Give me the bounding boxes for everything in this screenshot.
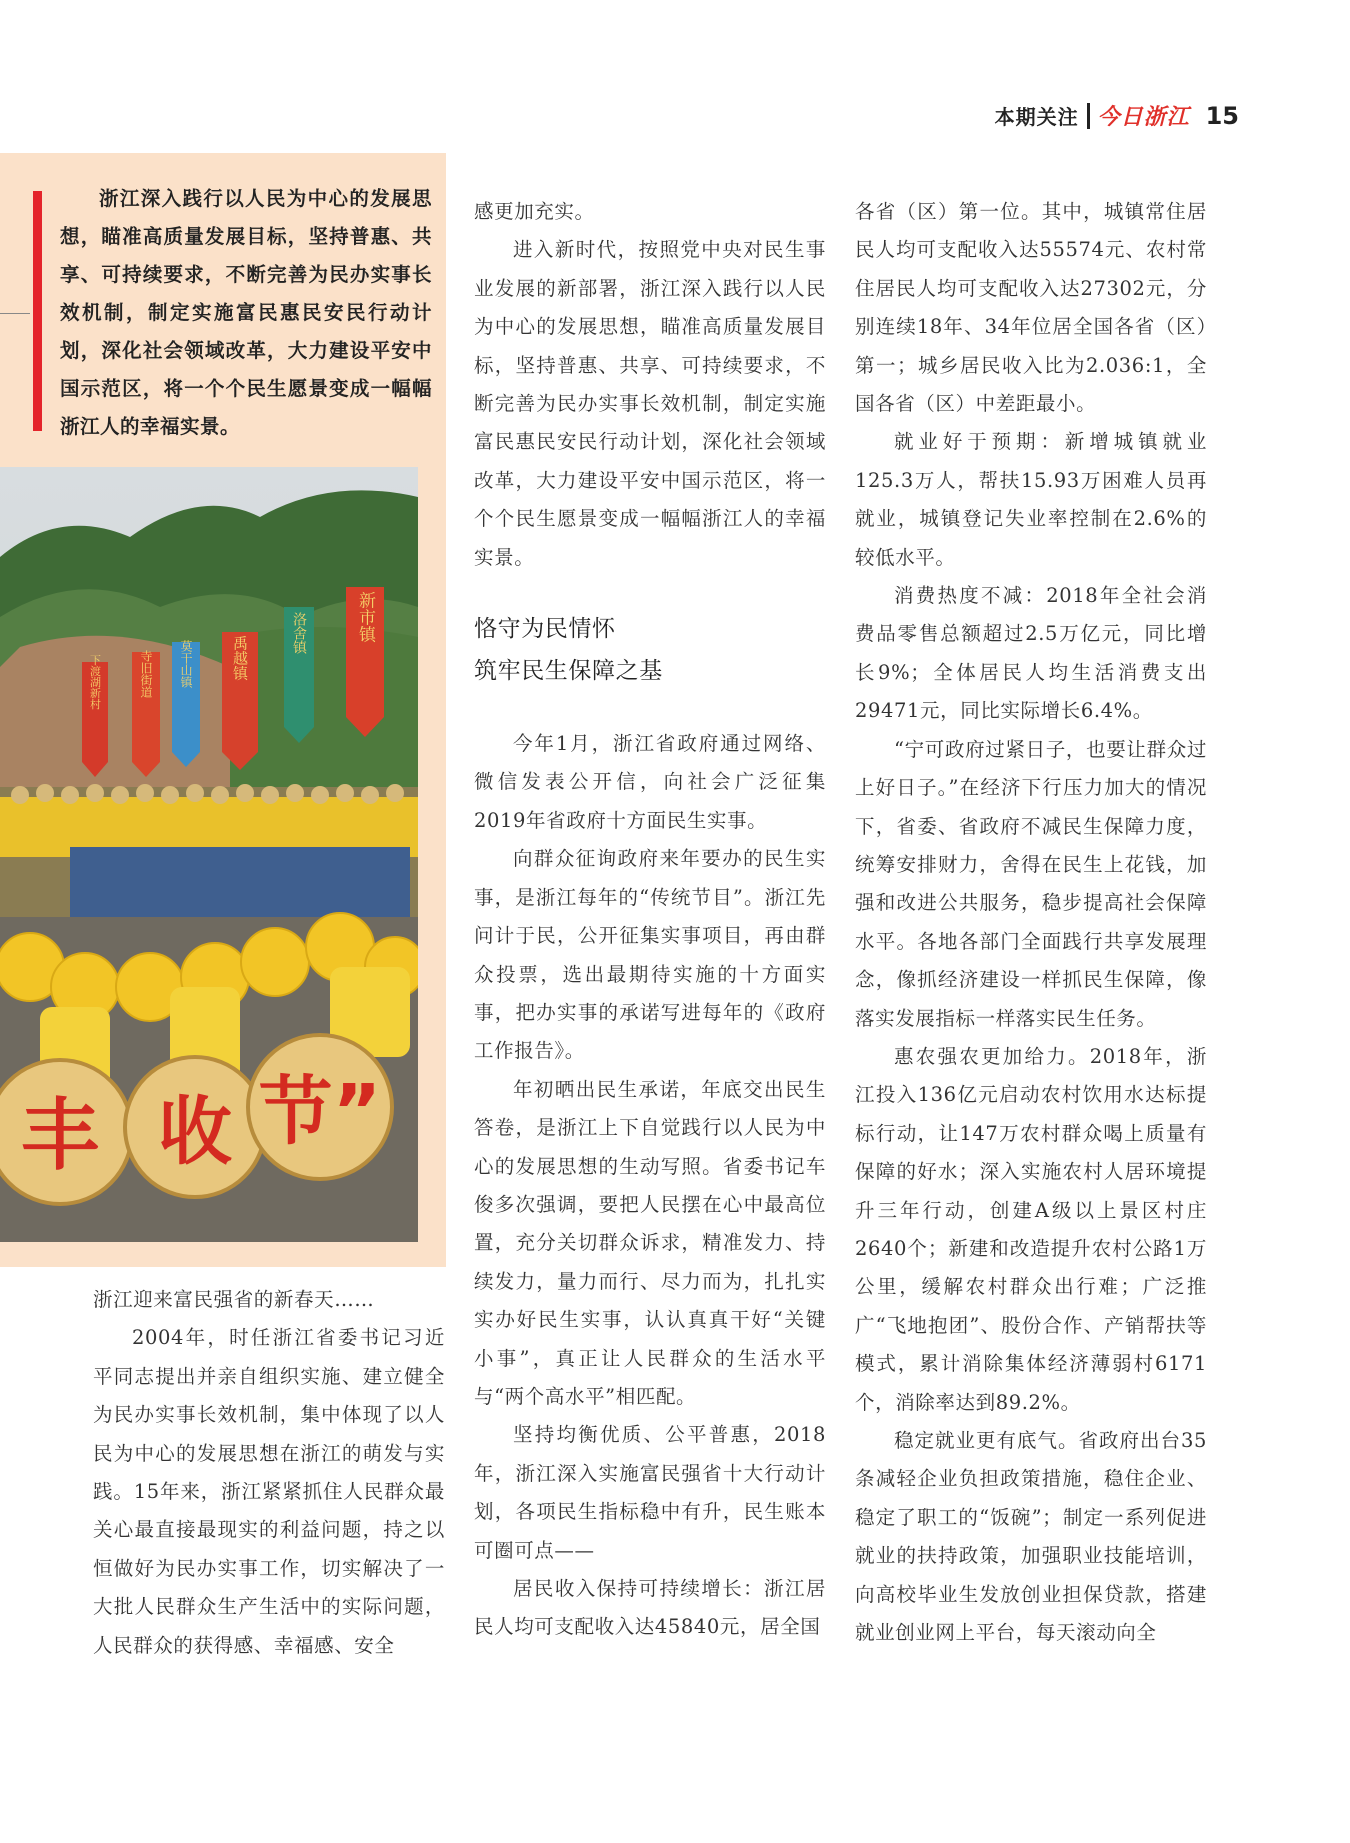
fan-character: 丰 (20, 1091, 100, 1181)
banner-text: 新市镇 (355, 591, 375, 643)
divider-line (0, 313, 30, 314)
article-column-1 (93, 1281, 445, 1665)
paragraph: 年初晒出民生承诺，年底交出民生答卷，是浙江上下自觉践行以人民为中心的发展思想的生动写照。省委书记车俊多次强调，要把人民摆在心中最高位置，充分关切群众诉求，精准发力、持续发力，量力而行、尽力而为，扎扎实实办好民生实事，认认真真干好“关键小事”，真正让人民群众的生活水平与“两个高水平”相匹配。 (474, 1077, 826, 1408)
article-column-3 (855, 193, 1207, 1652)
banner-text: 禹越镇 (231, 635, 249, 681)
paragraph: 今年1月，浙江省政府通过网络、微信发表公开信，向社会广泛征集2019年省政府十方面民生实事。 (474, 732, 826, 832)
pull-quote: 浙江深入践行以人民为中心的发展思想，瞄准高质量发展目标，坚持普惠、共享、可持续要求，不断完善为民办实事长效机制，制定实施富民惠民安民行动计划，深化社会领域改革，大力建设平安中国示范区，将一个个民生愿景变成一幅幅浙江人的幸福实景。 (60, 187, 432, 438)
article-column-2 (474, 193, 826, 1647)
paragraph: 就业好于预期：新增城镇就业125.3万人，帮扶15.93万困难人员再就业，城镇登记失业率控制在2.6%的较低水平。 (855, 430, 1207, 569)
paragraph: 消费热度不减：2018年全社会消费品零售总额超过2.5万亿元，同比增长9%；全体居民人均生活消费支出29471元，同比实际增长6.4%。 (855, 584, 1207, 723)
paragraph: 向群众征询政府来年要办的民生实事，是浙江每年的“传统节目”。浙江先问计于民，公开征集实事项目，再由群众投票，选出最期待实施的十方面实事，把办实事的承诺写进每年的《政府工作报告》。 (474, 847, 826, 1063)
paragraph: 2004年，时任浙江省委书记习近平同志提出并亲自组织实施、建立健全为民办实事长效机制，集中体现了以人民为中心的发展思想在浙江的萌发与实践。15年来，浙江紧紧抓住人民群众最关心最直接最现实的利益问题，持之以恒做好为民办实事工作，切实解决了一大批人民群众生产生活中的实际问题，人民群众的获得感、幸福感、安全 (93, 1326, 445, 1657)
paragraph: “宁可政府过紧日子，也要让群众过上好日子。”在经济下行压力加大的情况下，省委、省政府不减民生保障力度，统筹安排财力，舍得在民生上花钱，加强和改进公共服务，稳步提高社会保障水平。各地各部门全面践行共享发展理念，像抓经济建设一样抓民生保障，像落实发展指标一样落实民生任务。 (855, 737, 1207, 1030)
fan-character: 收 (158, 1089, 232, 1175)
fan-character: 节” (258, 1069, 382, 1155)
paragraph: 惠农强农更加给力。2018年，浙江投入136亿元启动农村饮用水达标提标行动，让147万农村群众喝上质量有保障的好水；深入实施农村人居环境提升三年行动，创建A级以上景区村庄2640个；新建和改造提升农村公路1万公里，缓解农村群众出行难；广泛推广“飞地抱团”、股份合作、产销帮扶等模式，累计消除集体经济薄弱村6171个，消除率达到89.2%。 (855, 1044, 1207, 1414)
banner-text: 下渡湖新村 (88, 654, 102, 710)
magazine-logo: 今日浙江 (1097, 104, 1190, 130)
subheading-line-2: 筑牢民生保障之基 (474, 658, 663, 685)
festival-photo (0, 467, 418, 1242)
banner-text: 寺旧街道 (139, 650, 153, 698)
page-header (995, 100, 1239, 131)
paragraph: 居民收入保持可持续增长：浙江居民人均可支配收入达45840元，居全国 (474, 1577, 826, 1639)
section-label: 本期关注 (994, 105, 1079, 129)
subheading-line-1: 恪守为民情怀 (474, 616, 616, 643)
banner-text: 莫干山镇 (179, 640, 193, 688)
paragraph: 各省（区）第一位。其中，城镇常住居民人均可支配收入达55574元、农村常住居民人均可支配收入达27302元，分别连续18年、34年位居全国各省（区）第一；城乡居民收入比为2.036:1，全国各省（区）中差距最小。 (855, 200, 1207, 416)
banner-text: 洛舍镇 (291, 612, 307, 654)
quote-accent-bar (33, 191, 42, 431)
page-number: 15 (1205, 101, 1239, 130)
paragraph: 浙江迎来富民强省的新春天…… (93, 1288, 375, 1311)
paragraph: 感更加充实。 (474, 200, 595, 223)
paragraph: 稳定就业更有底气。省政府出台35条减轻企业负担政策措施，稳住企业、稳定了职工的“饭碗”；制定一系列促进就业的扶持政策，加强职业技能培训，向高校毕业生发放创业担保贷款，搭建就业创业网上平台，每天滚动向全 (855, 1429, 1207, 1645)
paragraph: 坚持均衡优质、公平普惠，2018年，浙江深入实施富民强省十大行动计划，各项民生指标稳中有升，民生账本可圈可点—— (474, 1423, 826, 1562)
section-subheading (474, 608, 826, 692)
header-divider (1087, 103, 1090, 129)
paragraph: 进入新时代，按照党中央对民生事业发展的新部署，浙江深入践行以人民为中心的发展思想，瞄准高质量发展目标，坚持普惠、共享、可持续要求，不断完善为民办实事长效机制，制定实施富民惠民安民行动计划，深化社会领域改革，大力建设平安中国示范区，将一个个民生愿景变成一幅幅浙江人的幸福实景。 (474, 238, 826, 569)
